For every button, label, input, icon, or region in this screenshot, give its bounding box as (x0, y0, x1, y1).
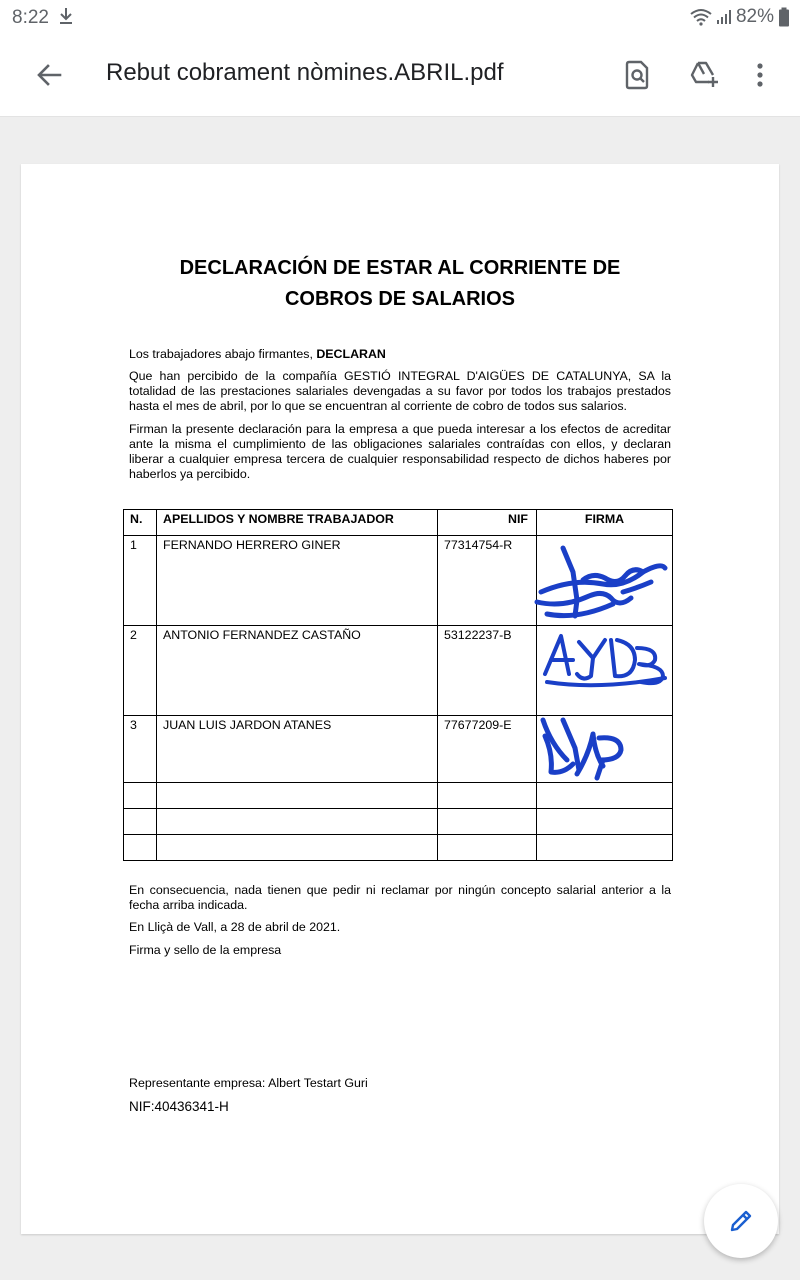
intro-paragraph (129, 347, 671, 362)
find-in-page-button[interactable] (617, 54, 659, 96)
battery-percent: 82% (735, 6, 774, 27)
back-arrow-icon (28, 54, 70, 96)
row-number: 1 (124, 536, 157, 626)
status-right (690, 5, 790, 29)
place-date: En Lliçà de Vall, a 28 de abril de 2021. (129, 920, 341, 934)
company-signature-label: Firma y sello de la empresa (129, 943, 282, 957)
back-button[interactable] (28, 54, 70, 96)
representative: Representante empresa: Albert Testart Guri (129, 1076, 368, 1090)
header-n: N. (124, 510, 157, 536)
table-row-empty (124, 783, 673, 809)
heading-line-1: DECLARACIÓN DE ESTAR AL CORRIENTE DE (179, 257, 621, 279)
intro-text: Los trabajadores abajo firmantes, (129, 347, 317, 361)
pdf-page (21, 164, 779, 1234)
table-header-row (124, 510, 673, 536)
add-to-drive-button[interactable] (683, 54, 725, 96)
row-number: 3 (124, 716, 157, 783)
paragraph-2: Firman la presente declaración para la empresa a que pueda interesar a los efectos de acreditar ante la misma el cumplimiento de las obligaciones salariales contraídas con ellos, y declaran liberar a cualquier empresa tercera de cualquier responsabilidad respecto de dichos haberes por haberlos ya percibido. (129, 422, 671, 481)
more-vert-icon (756, 62, 764, 88)
row-nif: 53122237-B (438, 626, 537, 716)
battery-icon (778, 7, 790, 27)
row-name: JUAN LUIS JARDON ATANES (157, 716, 438, 783)
heading-line-2: COBROS DE SALARIOS (284, 288, 516, 310)
paragraph-1: Que han percibido de la compañía GESTIÓ INTEGRAL D'AIGÜES DE CATALUNYA, SA la totalidad de las prestaciones salariales devengadas a su favor por todos los trabajos prestados hasta el mes de abril, por lo que se encuentran al corriente de cobro de todos sus salarios. (129, 369, 671, 413)
status-bar (0, 0, 800, 34)
header-firma: FIRMA (537, 510, 673, 536)
download-icon (58, 6, 74, 26)
find-in-page-icon (624, 60, 652, 90)
document-heading (21, 253, 779, 315)
row-number: 2 (124, 626, 157, 716)
more-options-button[interactable] (739, 54, 781, 96)
signature-1 (533, 542, 673, 620)
intro-bold: DECLARAN (316, 347, 386, 361)
row-nif: 77677209-E (438, 716, 537, 783)
wifi-icon (690, 8, 712, 26)
table-row-empty (124, 809, 673, 835)
edit-pencil-icon (727, 1207, 755, 1235)
row-name: ANTONIO FERNANDEZ CASTAÑO (157, 626, 438, 716)
consequence-paragraph: En consecuencia, nada tienen que pedir ni reclamar por ningún concepto salarial anterior a la fecha arriba indicada. (129, 883, 671, 912)
header-nif: NIF (438, 510, 537, 536)
document-title: Rebut cobrament nòmines.ABRIL.pdf (106, 59, 504, 86)
add-to-drive-icon (688, 60, 720, 90)
status-time: 8:22 (12, 7, 49, 28)
table-row-empty (124, 835, 673, 861)
edit-fab-button[interactable] (704, 1184, 778, 1258)
row-nif: 77314754-R (438, 536, 537, 626)
signal-icon (716, 9, 732, 25)
header-name: APELLIDOS Y NOMBRE TRABAJADOR (157, 510, 438, 536)
row-name: FERNANDO HERRERO GINER (157, 536, 438, 626)
app-bar (0, 34, 800, 117)
representative-nif: NIF:40436341-H (129, 1099, 229, 1114)
